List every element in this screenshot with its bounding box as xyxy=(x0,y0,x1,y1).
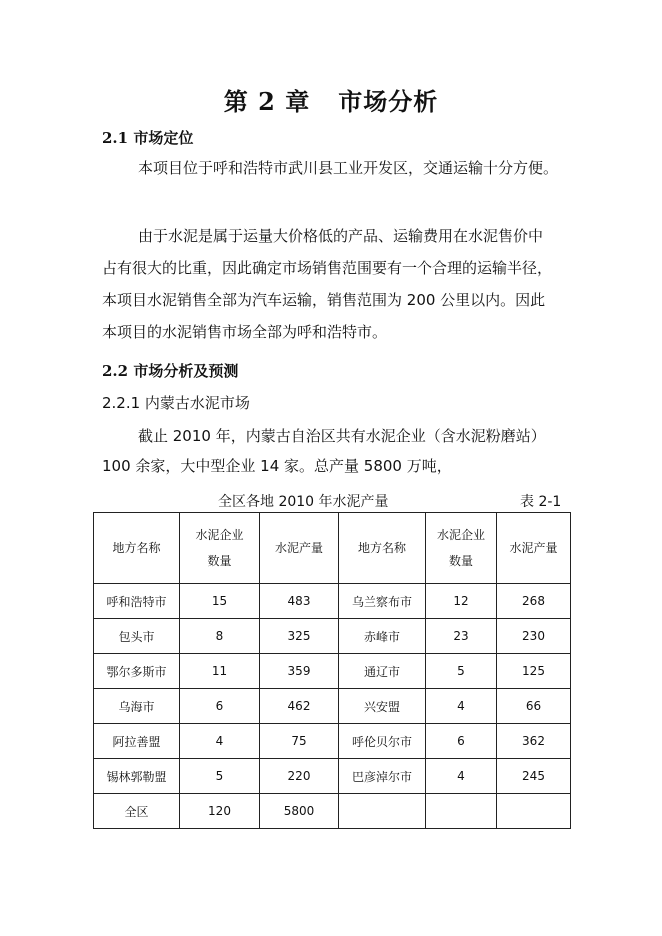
output-cell: 362 xyxy=(497,724,571,759)
paragraph-line: 截止 2010 年，内蒙古自治区共有水泥企业（含水泥粉磨站） xyxy=(138,427,546,445)
paragraph-line: 占有很大的比重，因此确定市场销售范围要有一个合理的运输半径， xyxy=(102,259,553,277)
chapter-name: 市场分析 xyxy=(338,87,439,116)
region-cell: 包头市 xyxy=(94,619,180,654)
output-cell: 125 xyxy=(497,654,571,689)
region-cell: 巴彦淖尔市 xyxy=(339,759,426,794)
header-region: 地方名称 xyxy=(339,513,426,584)
paragraph-line: 由于水泥是属于运量大价格低的产品、运输费用在水泥售价中 xyxy=(138,227,544,245)
subsection-heading-2-2-1: 2.2.1 内蒙古水泥市场 xyxy=(102,394,250,412)
empty-cell xyxy=(497,794,571,829)
count-cell: 8 xyxy=(180,619,260,654)
table-row xyxy=(94,759,571,794)
table-row xyxy=(94,724,571,759)
table-row xyxy=(94,584,571,619)
region-cell: 呼伦贝尔市 xyxy=(339,724,426,759)
table-caption: 全区各地 2010 年水泥产量 xyxy=(218,494,389,510)
table-row xyxy=(94,689,571,724)
output-cell: 230 xyxy=(497,619,571,654)
region-cell: 阿拉善盟 xyxy=(94,724,180,759)
output-cell: 220 xyxy=(260,759,339,794)
total-count-cell: 120 xyxy=(180,794,260,829)
empty-cell xyxy=(426,794,497,829)
count-cell: 4 xyxy=(426,759,497,794)
output-cell: 462 xyxy=(260,689,339,724)
count-cell: 15 xyxy=(180,584,260,619)
chapter-number: 第 2 章 xyxy=(223,87,311,116)
output-cell: 75 xyxy=(260,724,339,759)
section-heading-2-2: 2.2 市场分析及预测 xyxy=(102,362,239,380)
count-cell: 4 xyxy=(180,724,260,759)
header-enterprise-count: 水泥企业 数量 xyxy=(180,513,260,584)
chapter-title xyxy=(0,82,662,117)
output-cell: 325 xyxy=(260,619,339,654)
empty-cell xyxy=(339,794,426,829)
output-cell: 359 xyxy=(260,654,339,689)
count-cell: 11 xyxy=(180,654,260,689)
total-label-cell: 全区 xyxy=(94,794,180,829)
region-cell: 赤峰市 xyxy=(339,619,426,654)
total-output-cell: 5800 xyxy=(260,794,339,829)
header-region: 地方名称 xyxy=(94,513,180,584)
table-header-row xyxy=(94,513,571,584)
count-cell: 12 xyxy=(426,584,497,619)
region-cell: 锡林郭勒盟 xyxy=(94,759,180,794)
count-cell: 23 xyxy=(426,619,497,654)
count-cell: 4 xyxy=(426,689,497,724)
table-label: 表 2-1 xyxy=(520,494,562,510)
table-row xyxy=(94,619,571,654)
region-cell: 兴安盟 xyxy=(339,689,426,724)
count-cell: 6 xyxy=(180,689,260,724)
region-cell: 乌海市 xyxy=(94,689,180,724)
region-cell: 通辽市 xyxy=(339,654,426,689)
header-output: 水泥产量 xyxy=(260,513,339,584)
table-row xyxy=(94,654,571,689)
header-enterprise-count: 水泥企业 数量 xyxy=(426,513,497,584)
paragraph-line: 本项目水泥销售全部为汽车运输，销售范围为 200 公里以内。因此 xyxy=(102,291,546,309)
paragraph-line: 100 余家，大中型企业 14 家。总产量 5800 万吨， xyxy=(102,457,452,475)
output-cell: 268 xyxy=(497,584,571,619)
region-cell: 呼和浩特市 xyxy=(94,584,180,619)
count-cell: 5 xyxy=(180,759,260,794)
count-cell: 5 xyxy=(426,654,497,689)
header-output: 水泥产量 xyxy=(497,513,571,584)
count-cell: 6 xyxy=(426,724,497,759)
region-cell: 鄂尔多斯市 xyxy=(94,654,180,689)
production-table xyxy=(93,512,571,829)
output-cell: 245 xyxy=(497,759,571,794)
region-cell: 乌兰察布市 xyxy=(339,584,426,619)
table-total-row xyxy=(94,794,571,829)
section-heading-2-1: 2.1 市场定位 xyxy=(102,129,194,147)
paragraph-line: 本项目的水泥销售市场全部为呼和浩特市。 xyxy=(102,323,388,341)
paragraph-location: 本项目位于呼和浩特市武川县工业开发区，交通运输十分方便。 xyxy=(138,159,559,177)
output-cell: 483 xyxy=(260,584,339,619)
output-cell: 66 xyxy=(497,689,571,724)
